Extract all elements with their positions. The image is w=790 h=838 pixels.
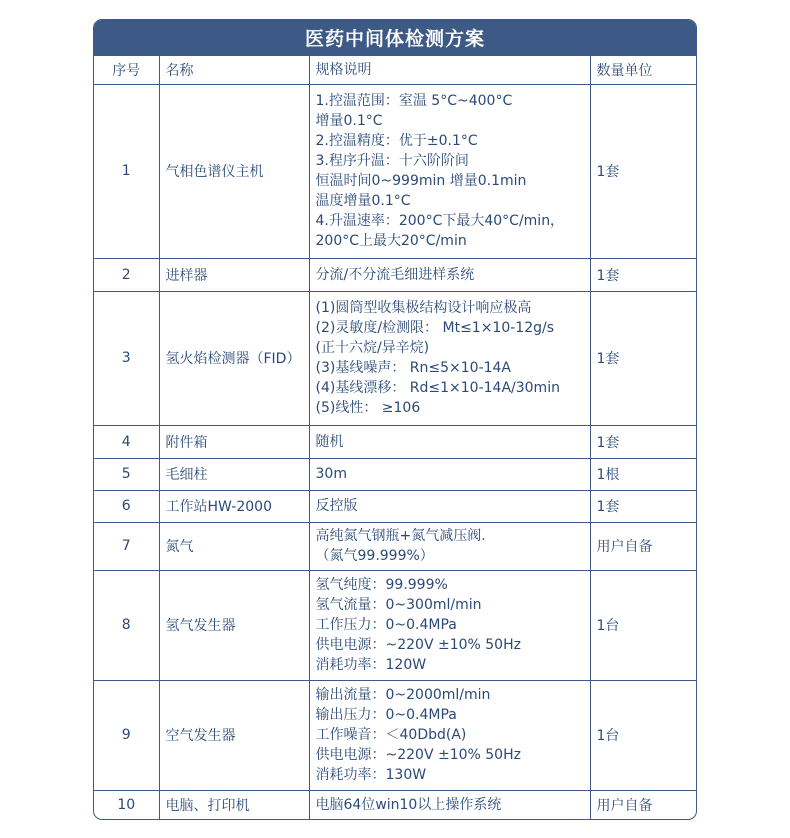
row-unit: 1套 [590,84,696,258]
row-name: 氮气 [159,522,309,570]
row-name: 进样器 [159,258,309,291]
table-header-row [94,56,696,84]
row-unit: 用户自备 [590,522,696,570]
table-row [94,522,696,570]
header-name: 名称 [159,56,309,84]
table-row [94,570,696,680]
table-title: 医药中间体检测方案 [94,20,696,56]
table-row [94,458,696,490]
row-spec: 随机 [309,425,590,458]
table-row [94,84,696,258]
inspection-plan-card [93,19,697,820]
table-row [94,680,696,790]
row-name: 电脑、打印机 [159,790,309,820]
row-name: 毛细柱 [159,458,309,490]
row-index: 2 [94,258,159,291]
table-row [94,790,696,820]
row-name: 气相色谱仪主机 [159,84,309,258]
row-spec: 反控版 [309,490,590,522]
spec-table [94,56,696,820]
table-row [94,258,696,291]
row-index: 1 [94,84,159,258]
row-unit: 1台 [590,570,696,680]
table-row [94,291,696,425]
row-index: 4 [94,425,159,458]
row-unit: 1套 [590,490,696,522]
row-index: 9 [94,680,159,790]
row-unit: 1台 [590,680,696,790]
row-name: 工作站HW-2000 [159,490,309,522]
row-index: 7 [94,522,159,570]
row-index: 10 [94,790,159,820]
row-spec: 输出流量：0~2000ml/min 输出压力：0~0.4MPa 工作噪音：＜40Dbd(A) 供电电源：~220V ±10% 50Hz 消耗功率：130W [309,680,590,790]
row-unit: 1套 [590,425,696,458]
row-index: 8 [94,570,159,680]
header-spec: 规格说明 [309,56,590,84]
row-unit: 1套 [590,291,696,425]
row-name: 附件箱 [159,425,309,458]
row-unit: 用户自备 [596,798,653,815]
row-unit: 1根 [590,458,696,490]
row-name: 空气发生器 [159,680,309,790]
row-name: 氢气发生器 [159,570,309,680]
header-unit: 数量单位 [590,56,696,84]
row-spec: 1.控温范围：室温 5°C~400°C 增量0.1°C 2.控温精度：优于±0.1°C 3.程序升温：十六阶阶间 恒温时间0~999min 增量0.1min 温度增量0.1°C 4.升温速率：200°C下最大40°C/min， 200°C上最大20°C/min [309,84,590,258]
row-index: 6 [94,490,159,522]
row-spec: 氢气纯度：99.999% 氢气流量：0~300ml/min 工作压力：0~0.4MPa 供电电源：~220V ±10% 50Hz 消耗功率：120W [309,570,590,680]
row-spec: 电脑64位win10以上操作系统 [309,790,590,820]
row-spec: (1)圆筒型收集极结构设计响应极高 (2)灵敏度/检测限： Mt≤1×10-12g/s (正十六烷/异辛烷) (3)基线噪声： Rn≤5×10-14A (4)基线漂移： Rd≤1×10-14A/30min (5)线性： ≥106 [309,291,590,425]
row-name: 氢火焰检测器（FID） [159,291,309,425]
table-row [94,425,696,458]
table-row [94,490,696,522]
header-index: 序号 [94,56,159,84]
row-index: 5 [94,458,159,490]
row-spec: 高纯氮气钢瓶+氮气减压阀. （氮气99.999%） [309,522,590,570]
row-unit: 1套 [590,258,696,291]
row-spec: 30m [309,458,590,490]
row-index: 3 [94,291,159,425]
row-spec: 分流/不分流毛细进样系统 [309,258,590,291]
